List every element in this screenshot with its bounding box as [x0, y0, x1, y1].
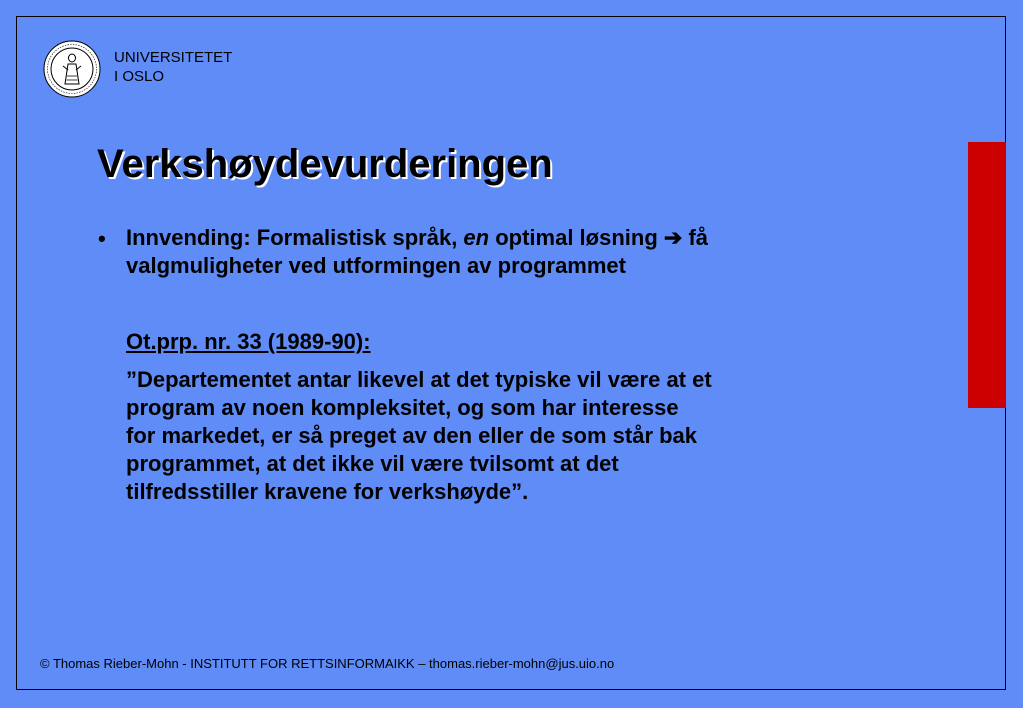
bullet-emphasis: en: [463, 225, 490, 250]
quote-line: for markedet, er så preget av den eller de som står bak: [126, 423, 698, 448]
slide-title: Verkshøydevurderingen: [97, 142, 553, 186]
quote-line: program av noen kompleksitet, og som har interesse: [126, 395, 679, 420]
quote-block: [126, 366, 846, 506]
quote-line: programmet, at det ikke vil være tvilsomt at det: [126, 451, 619, 476]
quote-line: ”Departementet antar likevel at det typiske vil være at et: [126, 367, 712, 392]
footer-text: © Thomas Rieber-Mohn - INSTITUTT FOR RETTSINFORMAIKK – thomas.rieber-mohn@jus.uio.no: [40, 656, 615, 671]
accent-bar: [968, 142, 1006, 408]
university-seal-icon: [43, 40, 101, 98]
bullet-text: [126, 224, 846, 280]
university-name-line2: I OSLO: [114, 68, 165, 85]
bullet-part1: Innvending: Formalistisk språk,: [126, 225, 464, 250]
university-name: [114, 48, 232, 86]
quote-line: tilfredsstiller kravene for verkshøyde”.: [126, 479, 529, 504]
reference-heading: Ot.prp. nr. 33 (1989-90):: [126, 329, 371, 354]
bullet-part3: få: [682, 225, 709, 250]
bullet-part2: optimal løsning: [489, 225, 664, 250]
arrow-icon: ➔: [663, 225, 683, 250]
bullet-line1: [126, 224, 846, 252]
university-name-line1: UNIVERSITETET: [114, 49, 233, 66]
bullet-line2: valgmuligheter ved utformingen av programmet: [126, 253, 626, 278]
bullet-symbol: •: [98, 226, 106, 251]
